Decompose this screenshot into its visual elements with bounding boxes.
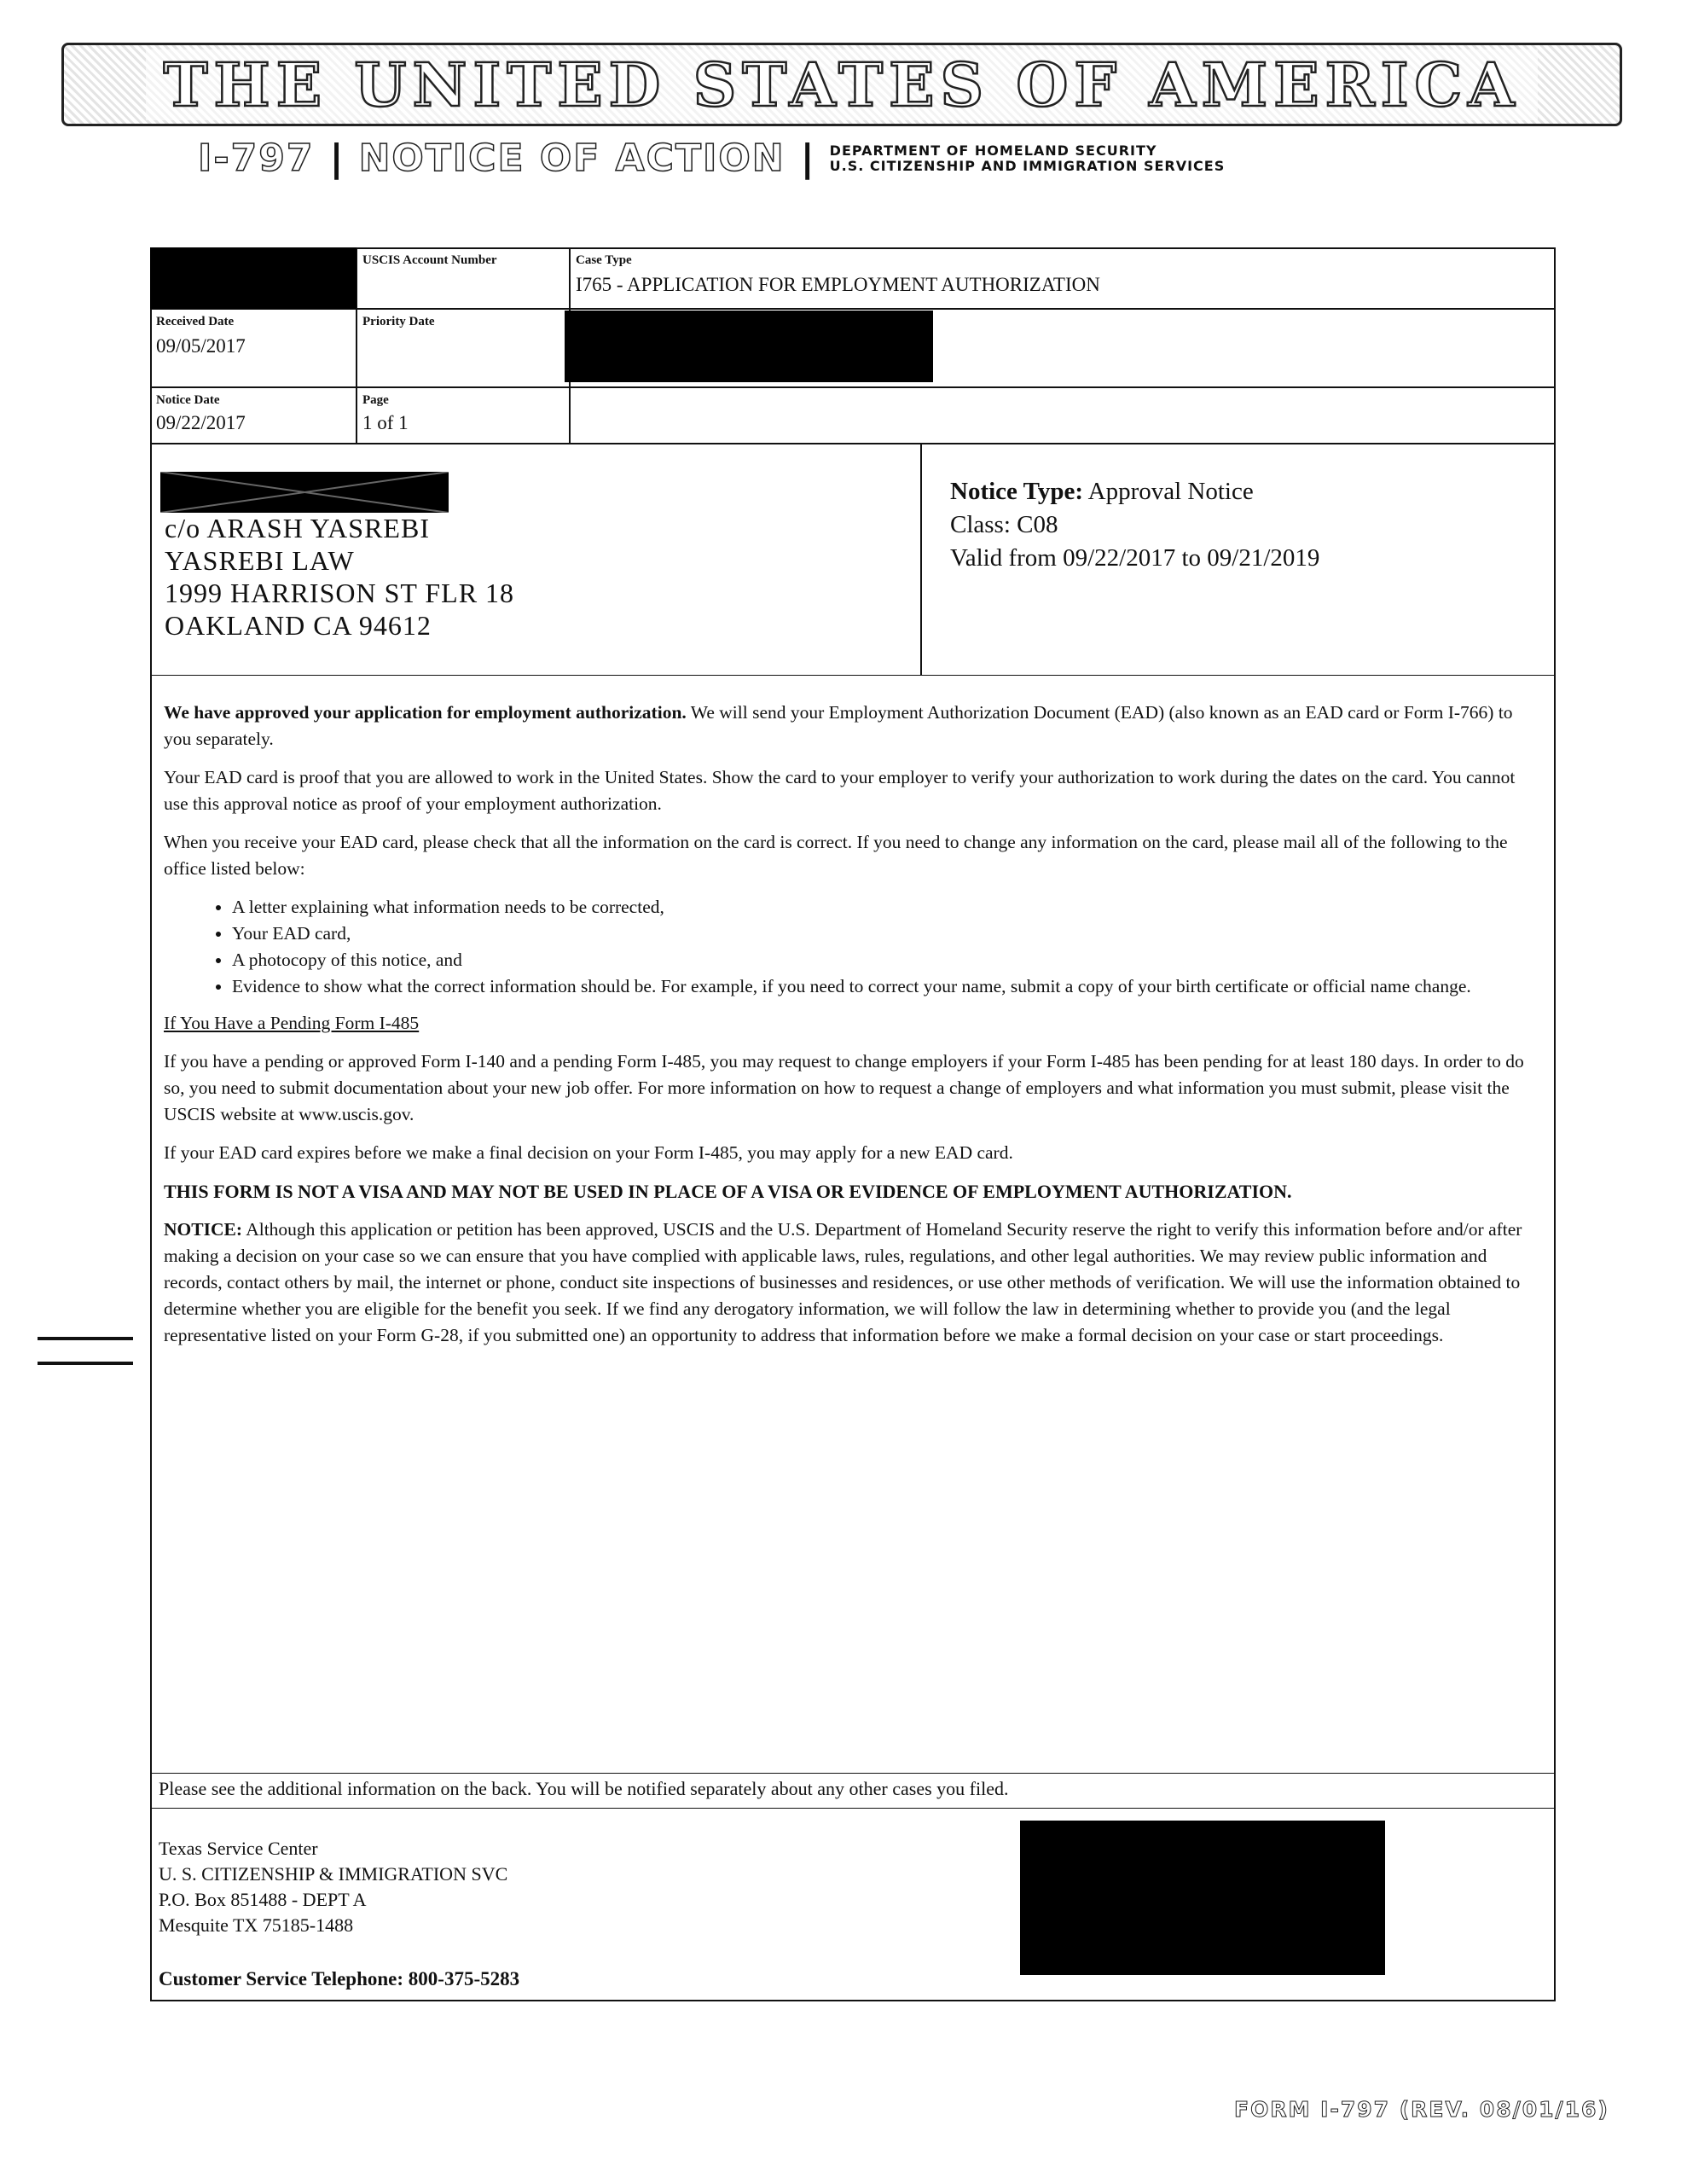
approval-statement: We have approved your application for employment authorization.	[164, 702, 687, 723]
notice-type-block	[950, 475, 1319, 575]
agency-line: U.S. CITIZENSHIP AND IMMIGRATION SERVICES	[829, 157, 1226, 174]
additional-info-note: Please see the additional information on the back. You will be notified separately about any other cases you filed.	[159, 1778, 1009, 1799]
i485-heading: If You Have a Pending Form I-485	[164, 1013, 420, 1033]
redaction-cross-icon	[160, 472, 449, 513]
redaction-block	[150, 247, 357, 309]
verification-notice	[164, 1217, 1537, 1349]
header-banner	[61, 43, 1622, 126]
notice-label: NOTICE:	[164, 1219, 242, 1240]
list-item: • A photocopy of this notice, and	[232, 947, 1537, 973]
notice-type-value: Approval Notice	[1087, 478, 1254, 505]
notice-body	[164, 700, 1537, 1361]
list-item: • Evidence to show what the correct information should be. For example, if you need to correct your name, submit a copy of your birth certificate or official name change.	[232, 973, 1537, 1000]
account-number-label: USCIS Account Number	[362, 253, 497, 267]
approval-paragraph	[164, 700, 1537, 752]
department-line: DEPARTMENT OF HOMELAND SECURITY	[829, 142, 1157, 159]
ead-expiry-paragraph: If your EAD card expires before we make a final decision on your Form I-485, you may apply for a new EAD card.	[164, 1142, 1013, 1163]
notice-date-label: Notice Date	[156, 393, 220, 407]
banner-title: THE UNITED STATES OF AMERICA	[146, 49, 1537, 120]
service-center-line: Mesquite TX 75185-1488	[159, 1914, 354, 1936]
page-value: 1 of 1	[362, 412, 409, 433]
address-line: c/o ARASH YASREBI	[165, 513, 430, 543]
validity-line: Valid from 09/22/2017 to 09/21/2019	[950, 544, 1320, 572]
approval-detail: We will send your Employment Authorization Document (EAD) (also known as an EAD card or Form I-766) to you separately.	[164, 702, 1513, 749]
form-number: I-797	[198, 136, 315, 180]
customer-service-phone: Customer Service Telephone: 800-375-5283	[159, 1968, 520, 1989]
notice-date-cell	[150, 387, 357, 444]
case-type-label: Case Type	[576, 253, 632, 267]
page-label: Page	[362, 393, 389, 407]
not-a-visa-warning: THIS FORM IS NOT A VISA AND MAY NOT BE USED IN PLACE OF A VISA OR EVIDENCE OF EMPLOYMENT AUTHORIZATION.	[164, 1181, 1292, 1202]
list-item: • A letter explaining what information needs to be corrected,	[232, 894, 1537, 921]
margin-mark	[38, 1362, 133, 1365]
form-revision: FORM I-797 (REV. 08/01/16)	[1234, 2097, 1609, 2122]
notice-title: NOTICE OF ACTION	[358, 136, 786, 180]
address-line: YASREBI LAW	[165, 545, 355, 576]
department-block	[830, 143, 1226, 174]
notice-text: Although this application or petition has been approved, USCIS and the U.S. Department of Homeland Security reserve the right to verify this information before and/or after making a decision on your case so we can ensure that you have complied with applicable laws, rules, regulations, and other legal authorities. We may review public information and records, contact others by mail, the internet or phone, conduct site inspections of businesses and residences, or use other methods of verification. We will use the information obtained to determine whether you are eligible for the benefit you seek. If we find any derogatory information, we will follow the law in determining whether to provide you (and the legal representative listed on your Form G-28, if you submitted one) an opportunity to address that information before we make a formal decision on your case or start proceedings.	[164, 1219, 1522, 1345]
blank-cell	[570, 387, 1556, 444]
redaction-block	[1020, 1821, 1385, 1975]
address-line: OAKLAND CA 94612	[165, 610, 432, 641]
case-type-value: I765 - APPLICATION FOR EMPLOYMENT AUTHORIZATION	[576, 274, 1100, 295]
address-line: 1999 HARRISON ST FLR 18	[165, 578, 515, 608]
correction-list	[164, 894, 1537, 1000]
heading-divider: |	[329, 136, 344, 180]
heading-divider: |	[800, 136, 815, 180]
notice-type-label: Notice Type:	[950, 478, 1083, 505]
notice-type-line	[950, 475, 1319, 508]
redacted-name	[160, 472, 449, 513]
priority-date-cell	[357, 309, 570, 387]
correction-paragraph: When you receive your EAD card, please check that all the information on the card is correct. If you need to change any information on the card, please mail all of the following to the office listed below:	[164, 832, 1508, 879]
page-cell	[357, 387, 570, 444]
margin-mark	[38, 1337, 133, 1340]
ead-proof-paragraph: Your EAD card is proof that you are allowed to work in the United States. Show the card to your employer to verify your authorization to work during the dates on the card. You cannot use this approval notice as proof of your employment authorization.	[164, 767, 1516, 814]
priority-date-label: Priority Date	[362, 315, 435, 328]
service-center-line: P.O. Box 851488 - DEPT A	[159, 1889, 367, 1910]
mailing-address	[165, 512, 514, 642]
i485-paragraph: If you have a pending or approved Form I-140 and a pending Form I-485, you may request to change employers if your Form I-485 has been pending for at least 180 days. In order to do so, you need to submit documentation about your new job offer. For more information on how to request a change of employers and what information you must submit, please visit the USCIS website at www.uscis.gov.	[164, 1051, 1524, 1124]
service-center-line: Texas Service Center	[159, 1838, 318, 1859]
case-type-cell	[570, 247, 1556, 309]
received-date-cell	[150, 309, 357, 387]
class-line: Class: C08	[950, 511, 1058, 538]
service-center-address	[159, 1836, 507, 1938]
notice-heading	[198, 136, 1225, 180]
received-date-value: 09/05/2017	[156, 335, 246, 357]
service-center-line: U. S. CITIZENSHIP & IMMIGRATION SVC	[159, 1863, 508, 1885]
redaction-block	[565, 311, 933, 382]
account-number-cell	[357, 247, 570, 309]
list-item: • Your EAD card,	[232, 921, 1537, 947]
received-date-label: Received Date	[156, 315, 235, 328]
notice-date-value: 09/22/2017	[156, 412, 246, 433]
